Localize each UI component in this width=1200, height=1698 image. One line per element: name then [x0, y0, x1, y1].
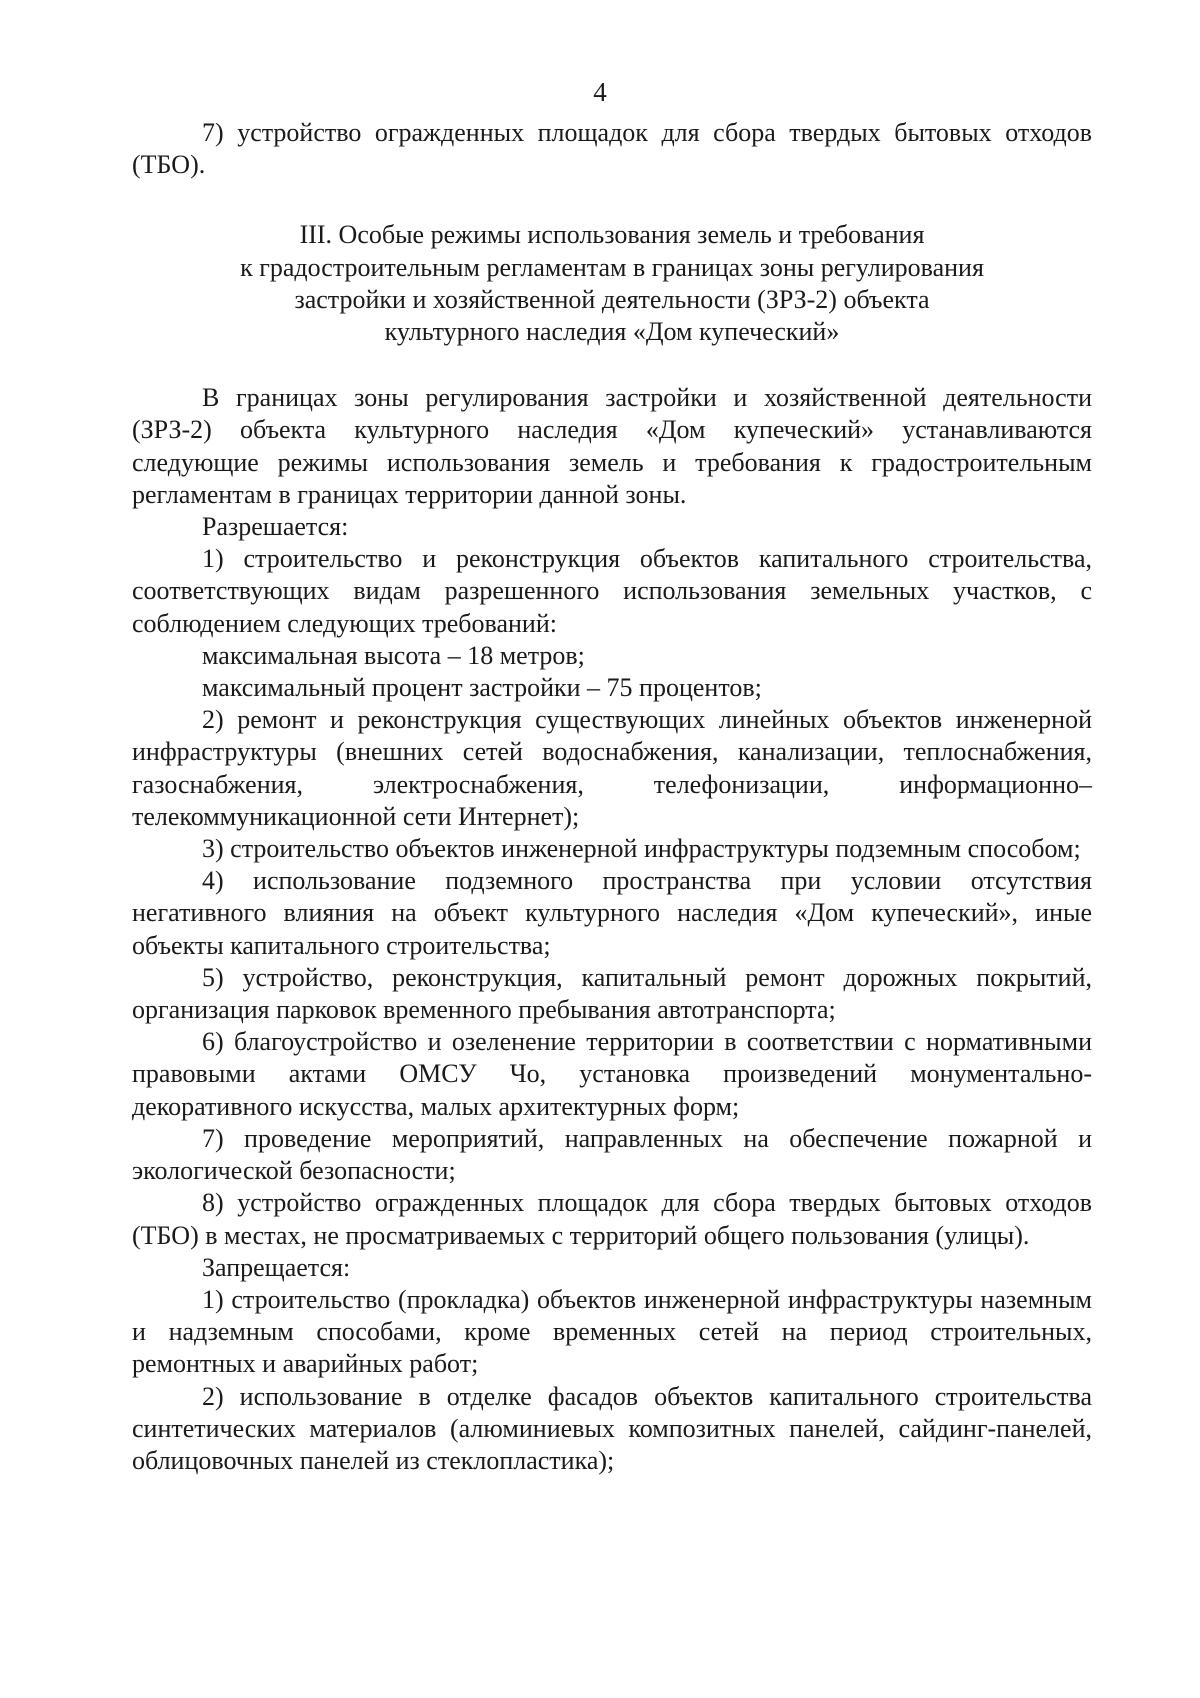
heading-line: III. Особые режимы использования земель и требования — [299, 220, 925, 250]
list-heading-allowed: Разрешается: — [202, 512, 349, 542]
heading-line: культурного наследия «Дом купеческий» — [384, 317, 840, 347]
list-item: 2) использование в отделке фасадов объектов капитального строительства синтетических материалов (алюминиевых композитных панелей, сайдинг-панелей, облицовочных панелей из стеклопластика); — [132, 1381, 1092, 1475]
list-item: максимальная высота – 18 метров; — [202, 640, 585, 670]
section-heading — [132, 219, 1092, 348]
heading-line: застройки и хозяйственной деятельности (ЗРЗ-2) объекта — [294, 284, 930, 314]
page-number: 4 — [593, 77, 607, 107]
paragraph: В границах зоны регулирования застройки и хозяйственной деятельности (ЗРЗ-2) объекта культурного наследия «Дом купеческий» устанавливаются следующие режимы использования земель и требования к градостроительным регламентам в границах территории данной зоны. — [132, 383, 1092, 509]
intro-paragraph: 7) устройство огражденных площадок для сбора твердых бытовых отходов (ТБО). — [132, 118, 1092, 180]
list-item: 1) строительство и реконструкция объектов капитального строительства, соответствующих видам разрешенного использования земельных участков, с соблюдением следующих требований: — [132, 544, 1092, 638]
heading-line: к градостроительным регламентам в границах зоны регулирования — [240, 252, 984, 282]
list-item: максимальный процент застройки – 75 процентов; — [202, 673, 762, 703]
list-item: 8) устройство огражденных площадок для сбора твердых бытовых отходов (ТБО) в местах, не просматриваемых с территорий общего пользования (улицы). — [132, 1188, 1092, 1250]
list-item: 4) использование подземного пространства при условии отсутствия негативного влияния на объект культурного наследия «Дом купеческий», иные объекты капитального строительства; — [132, 866, 1092, 960]
list-item: 1) строительство (прокладка) объектов инженерной инфраструктуры наземным и надземным способами, кроме временных сетей на период строительных, ремонтных и аварийных работ; — [132, 1284, 1092, 1379]
list-item: 6) благоустройство и озеленение территории в соответствии с нормативными правовыми актами ОМСУ Чо, установка произведений монументально-декоративного искусства, малых архитектурных форм; — [132, 1027, 1092, 1121]
list-item: 2) ремонт и реконструкция существующих линейных объектов инженерной инфраструктуры (внешних сетей водоснабжения, канализации, теплоснабжения, газоснабжения, электроснабжения, телефонизации, информационно–телекоммуникационной сети Интернет); — [132, 705, 1092, 831]
list-item: 5) устройство, реконструкция, капитальный ремонт дорожных покрытий, организация парковок временного пребывания автотранспорта; — [132, 962, 1092, 1025]
document-body — [132, 117, 1092, 1477]
list-heading-forbidden: Запрещается: — [202, 1252, 351, 1282]
list-item: 3) строительство объектов инженерной инфраструктуры подземным способом; — [202, 834, 1081, 864]
list-item: 7) проведение мероприятий, направленных на обеспечение пожарной и экологической безопасности; — [132, 1123, 1092, 1186]
